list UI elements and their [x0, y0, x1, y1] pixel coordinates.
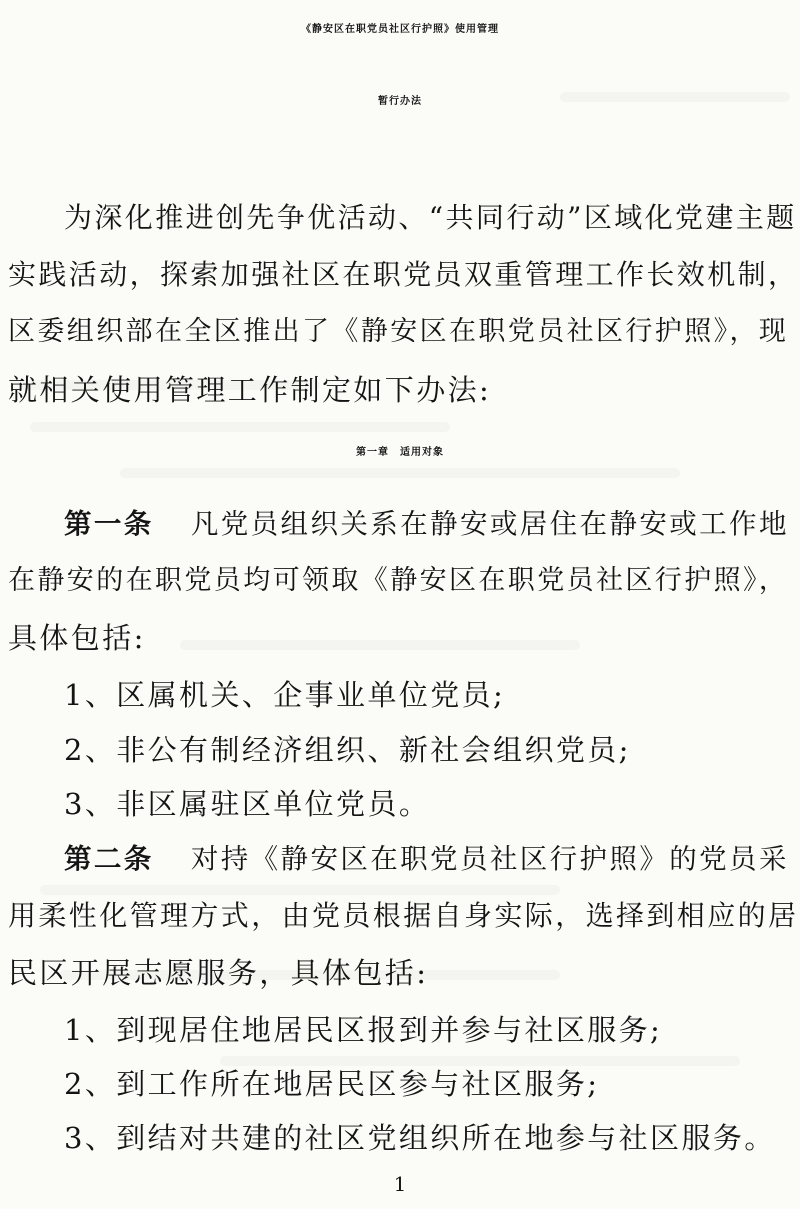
page-number: 1	[393, 1172, 407, 1196]
article-2-item-2: 2、到工作所在地居民区参与社区服务;	[64, 1067, 600, 1101]
bleed-through-mark	[30, 422, 450, 432]
article-2-item-3: 3、到结对共建的社区党组织所在地参与社区服务。	[64, 1121, 776, 1155]
article-1-label: 第一条	[64, 508, 154, 540]
article-1-line-2: 在静安的在职党员均可领取《静安区在职党员社区行护照》，	[8, 565, 789, 596]
document-title-line2: 暂行办法	[378, 96, 422, 107]
article-1-line-3: 具体包括:	[8, 621, 146, 655]
article-2-line-1	[64, 839, 789, 879]
intro-line-4: 就相关使用管理工作制定如下办法:	[8, 373, 492, 407]
intro-line-1: 为深化推进创先争优活动、“共同行动”区域化党建主题	[64, 201, 797, 234]
article-1-item-1: 1、区属机关、企事业单位党员;	[64, 678, 506, 712]
article-1-line-1	[64, 504, 789, 544]
article-1-text-1: 凡党员组织关系在静安或居住在静安或工作地	[190, 508, 789, 540]
article-2-item-1: 1、到现居住地居民区报到并参与社区服务;	[64, 1013, 663, 1047]
article-1-item-2: 2、非公有制经济组织、新社会组织党员;	[64, 733, 631, 767]
document-title-line1: 《静安区在职党员社区行护照》使用管理	[301, 24, 499, 35]
intro-line-2: 实践活动，探索加强社区在职党员双重管理工作长效机制，	[8, 258, 799, 291]
chapter-1-heading: 第一章 适用对象	[356, 447, 444, 458]
article-2-line-3: 民区开展志愿服务，具体包括:	[8, 956, 429, 990]
article-1-item-3: 3、非区属驻区单位党员。	[64, 787, 431, 821]
intro-line-3: 区委组织部在全区推出了《静安区在职党员社区行护照》，现	[8, 316, 789, 347]
article-2-label: 第二条	[64, 843, 154, 875]
article-2-text-1: 对持《静安区在职党员社区行护照》的党员采	[190, 843, 789, 875]
bleed-through-mark	[40, 885, 560, 895]
article-2-line-2: 用柔性化管理方式，由党员根据自身实际，选择到相应的居	[8, 899, 799, 932]
bleed-through-mark	[180, 640, 580, 650]
